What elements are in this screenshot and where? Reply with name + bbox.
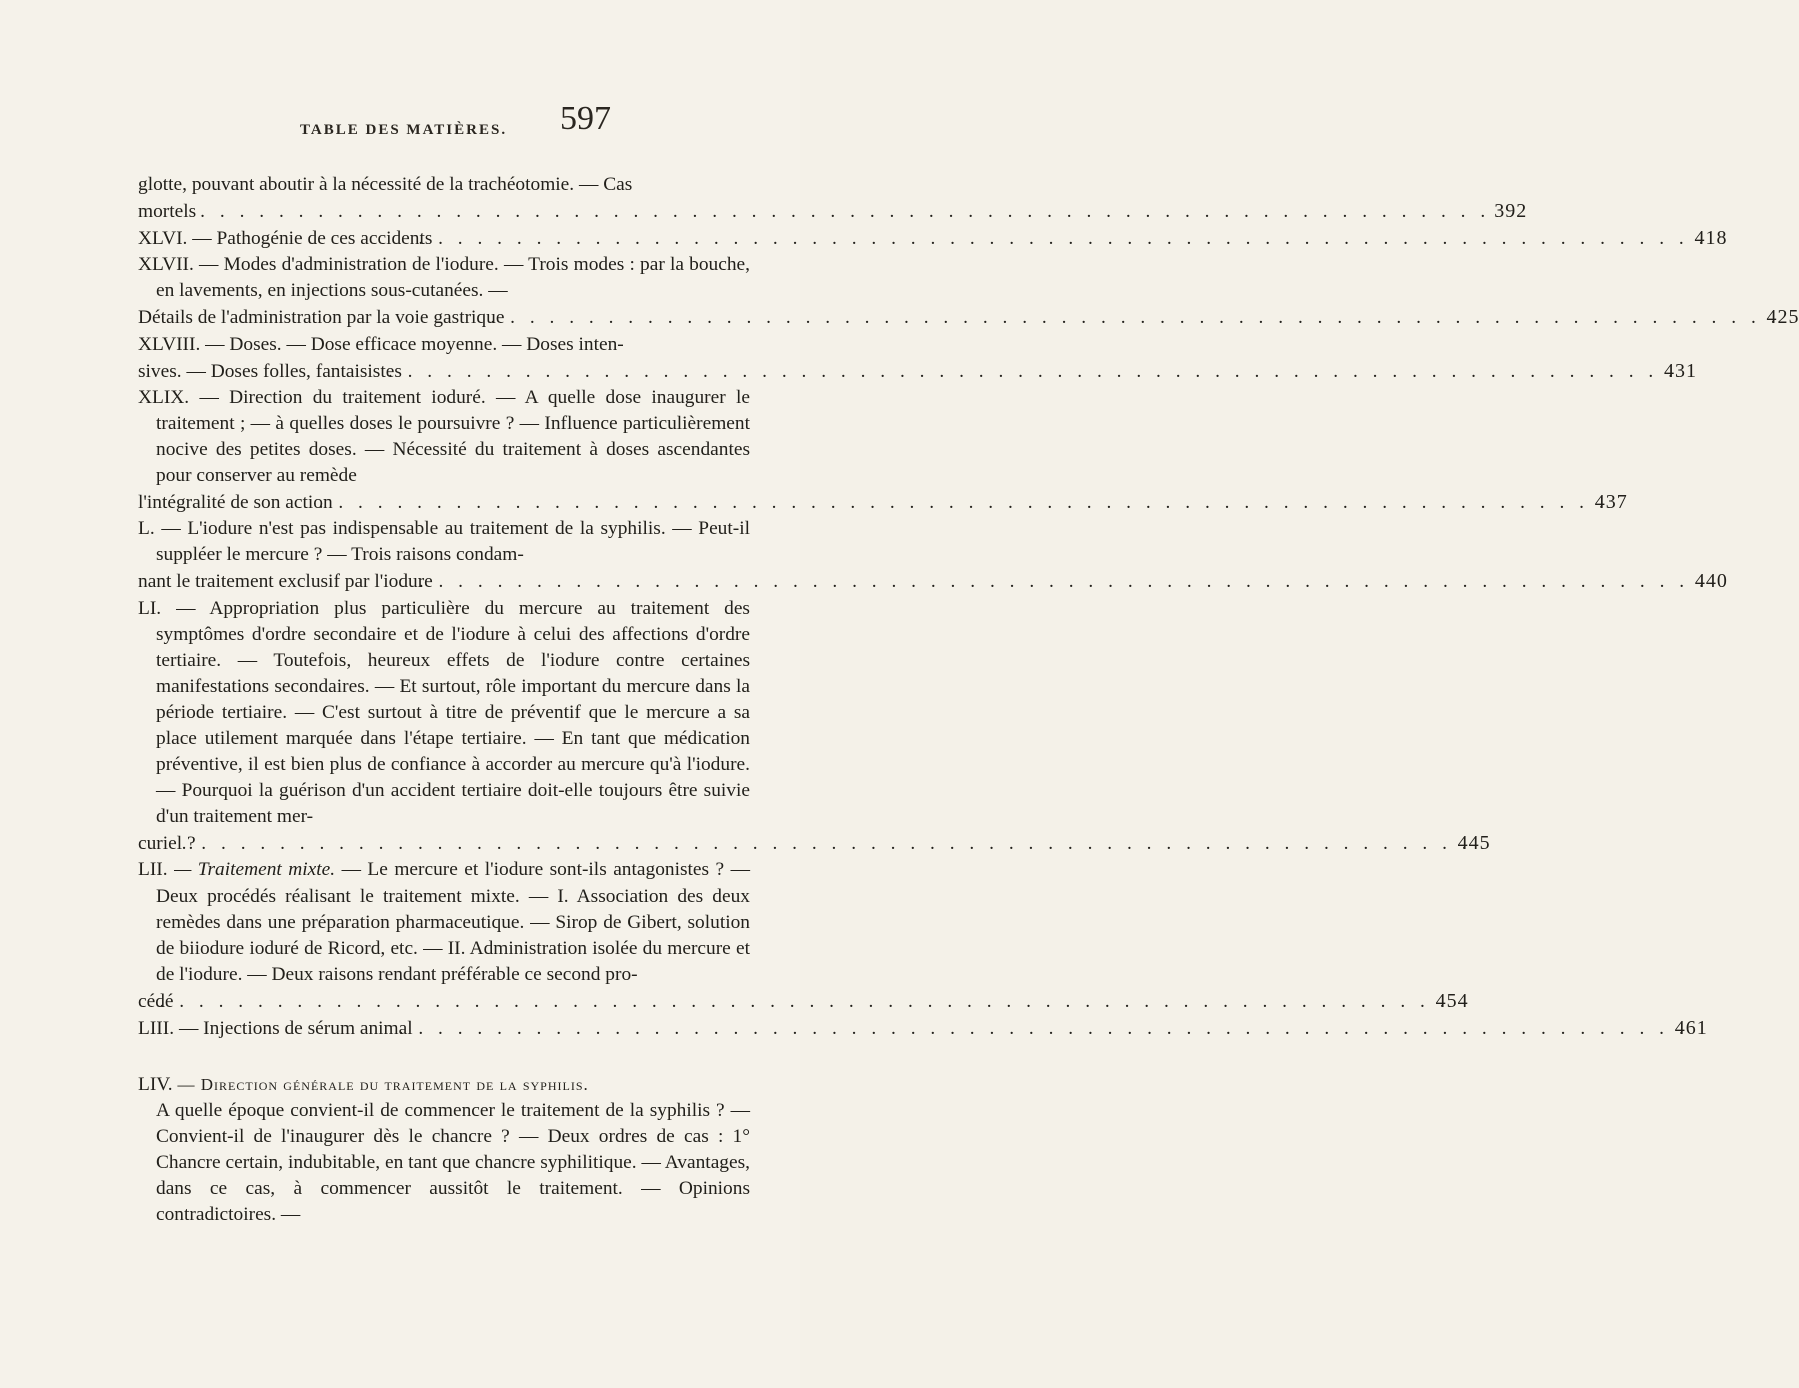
entry-label: XLVIII. [138,333,201,355]
entry-last-line: — Pathogénie de ces accidents [192,228,433,250]
entry-page-number[interactable]: 445 [1457,832,1491,855]
entry-page-number[interactable]: 431 [1663,359,1697,382]
entry-last-line: — Injections de sérum animal [178,1018,413,1039]
section-heading [138,1072,750,1098]
entry-body: — Appropriation plus particulière du mercure au traitement des symptômes d'ordre secondaire et de l'iodure à celui des affections d'ordre tertiaire. — Toutefois, heureux effets de l'iodure contre certaines manifestations secondaires. — Et surtout, rôle important du mercure dans la période tertiaire. — C'est surtout à titre de préventif que le mercure a sa place utilement marquée dans l'étape tertiaire. — En tant que médication préventive, il est bien plus de confiance à accorder au mercure qu'à l'iodure. — Pourquoi la guérison d'un accident tertiaire doit-elle toujours être suivie d'un traitement mer- [156,597,750,828]
entry-label: L. [138,518,155,540]
entry-label: LI. [138,597,162,619]
entry-leader-line [138,198,1528,225]
leader-dots [437,569,1709,595]
entry-last-line: curiel ? [138,833,196,855]
toc-entry-continuation [138,172,1528,225]
entry-label: LIII. [138,1018,175,1039]
entry-last-line: nant le traitement exclusif par l'iodure [138,571,433,593]
entry-leader-line [138,358,1697,385]
entry-page-number[interactable]: 454 [1435,989,1469,1012]
page-header [0,88,800,138]
leader-dots [200,199,1490,225]
section-title: — Direction générale du traitement de la syphilis. [177,1075,589,1094]
section-body: A quelle époque convient-il de commencer le traitement de la syphilis ? — Convient-il de l'inaugurer dès le chancre ? — Deux ordres de cas : 1° Chancre certain, indubitable, en tant que chancre syphilitique. — Avantages, dans ce cas, à commencer aussitôt le traitement. — Opinions contradictoires. — [156,1100,750,1226]
page-number: 597 [560,100,611,137]
entry-last-line: l'intégralité de son action [138,492,333,514]
leader-dots [417,1016,1689,1042]
entry-leader-line [138,489,1628,516]
entry-last-line: sives. — Doses folles, fantaisistes [138,360,402,382]
leader-dots [508,305,1780,331]
entry-body: — L'iodure n'est pas indispensable au traitement de la syphilis. — Peut-il suppléer le mercure ? — Trois raisons condam- [156,518,750,566]
entry-label: LII. [138,859,168,881]
toc-entry-xlviii [138,332,1697,385]
entry-page-number[interactable]: 418 [1694,227,1728,250]
entry-leader-line [138,830,1491,857]
entry-body: — Le mercure et l'iodure sont-ils antagonistes ? — Deux procédés réalisant le traitement mixte. — I. Association des deux remèdes dans une préparation pharmaceutique. — Sirop de Gibert, solution de biiodure ioduré de Ricord, etc. — II. Administration isolée du mercure et de l'iodure. — Deux raisons rendant préférable ce second pro- [156,859,750,985]
running-title: TABLE DES MATIÈRES. [300,122,508,138]
entry-italic-lead: — Traitement mixte. [174,859,336,881]
leader-dots [337,490,1609,516]
entry-body: — Doses. — Dose efficace moyenne. — Doses inten- [205,333,624,355]
entry-label: XLVII. [138,254,194,276]
entry-last-line: mortels [138,201,197,223]
entry-page-number[interactable]: 440 [1694,570,1728,593]
toc-entry-l [138,516,1728,595]
toc-entry-li [138,596,1491,858]
entry-page-number[interactable]: 392 [1494,200,1528,223]
entry-label: XLVI. [138,228,188,250]
entry-page-number[interactable]: 425 [1766,306,1799,329]
toc-entry-lii [138,857,1469,1015]
entry-body: — Modes d'administration de l'iodure. — Trois modes : par la bouche, en lavements, en injections sous-cutanées. — [156,254,750,302]
leader-dots [200,831,1472,857]
entry-leader-line [138,568,1728,595]
toc-entry-liii [138,1015,1708,1042]
entry-last-line: Détails de l'administration par la voie gastrique [138,307,505,329]
toc-entry-xlix [138,385,1628,516]
leader-dots [178,989,1450,1015]
entry-label: XLIX. [138,386,190,408]
entry-last-line: cédé [138,990,174,1012]
leader-dots [406,359,1678,385]
toc-entry-xlvi [138,225,1728,252]
entry-leader-line [138,304,1799,331]
entry-page-number[interactable]: 437 [1594,491,1628,514]
toc-entry-xlvii [138,252,1799,331]
leader-dots [436,226,1708,252]
table-of-contents [138,172,1799,1042]
entry-leader-line [138,225,1728,252]
entry-leader-line [138,1015,1708,1042]
entry-body: — Direction du traitement ioduré. — A quelle dose inaugurer le traitement ; — à quelles doses le poursuivre ? — Influence particulièrement nocive des petites doses. — Nécessité du traitement à doses ascendantes pour conserver au remède [156,386,750,487]
section-liv [138,1072,750,1229]
entry-leader-line [138,988,1469,1015]
section-label: LIV. [138,1074,173,1095]
entry-body: glotte, pouvant aboutir à la nécessité de la trachéotomie. — Cas [138,174,633,195]
entry-page-number[interactable]: 461 [1674,1017,1708,1039]
